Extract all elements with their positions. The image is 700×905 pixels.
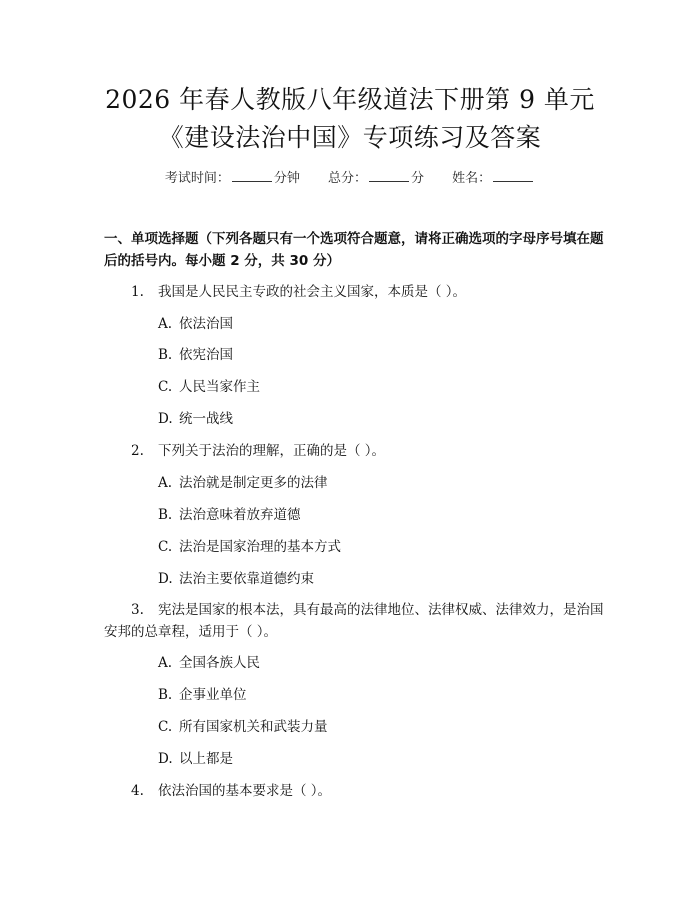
option-text: 以上都是	[179, 751, 233, 767]
option-text: 法治意味着放弃道德	[179, 507, 301, 523]
question-number: 3.	[131, 602, 144, 618]
option-text: 依法治国	[179, 316, 233, 332]
option-letter: B.	[158, 347, 173, 363]
q3-option-a	[158, 652, 260, 674]
question-number: 2.	[131, 443, 144, 459]
q3-option-c	[158, 716, 328, 738]
option-text: 法治是国家治理的基本方式	[179, 539, 341, 555]
exam-score-label: 总分：	[327, 171, 367, 186]
q3-option-d	[158, 748, 233, 770]
exam-time	[165, 171, 300, 186]
option-letter: A.	[158, 475, 173, 491]
section-header: 一、单项选择题（下列各题只有一个选项符合题意，请将正确选项的字母序号填在题后的括号内。每小题 2 分，共 30 分）	[104, 231, 604, 269]
question-number: 1.	[131, 284, 144, 300]
option-letter: B.	[158, 687, 173, 703]
question-number: 4.	[131, 783, 144, 799]
exam-time-blank	[232, 168, 272, 182]
option-letter: A.	[158, 655, 173, 671]
option-text: 统一战线	[179, 411, 233, 427]
option-text: 所有国家机关和武装力量	[179, 719, 328, 735]
question-2	[131, 440, 385, 462]
title-line-1: 2026 年春人教版八年级道法下册第 9 单元	[105, 85, 595, 114]
option-letter: C.	[158, 719, 173, 735]
exam-name-blank	[493, 168, 533, 182]
q1-option-b	[158, 344, 233, 366]
question-text: 我国是人民民主专政的社会主义国家，本质是（ ）。	[158, 284, 467, 300]
option-letter: B.	[158, 507, 173, 523]
option-letter: D.	[158, 411, 173, 427]
question-text: 依法治国的基本要求是（ ）。	[158, 783, 332, 799]
q1-option-d	[158, 408, 233, 430]
exam-info	[0, 168, 700, 189]
option-text: 法治主要依靠道德约束	[179, 571, 314, 587]
question-1	[131, 281, 466, 303]
q2-option-a	[158, 472, 328, 494]
q1-option-a	[158, 313, 233, 335]
option-text: 全国各族人民	[179, 655, 260, 671]
option-letter: C.	[158, 379, 173, 395]
option-text: 法治就是制定更多的法律	[179, 475, 328, 491]
exam-time-label: 考试时间：	[164, 171, 230, 186]
q2-option-c	[158, 536, 341, 558]
option-letter: C.	[158, 539, 173, 555]
question-text: 下列关于法治的理解，正确的是（ ）。	[158, 443, 386, 459]
q3-option-b	[158, 684, 247, 706]
exam-score	[328, 171, 424, 186]
option-text: 企事业单位	[179, 687, 247, 703]
option-letter: D.	[158, 751, 173, 767]
exam-time-unit: 分钟	[273, 171, 300, 186]
question-4	[131, 780, 331, 802]
title-line-2: 《建设法治中国》专项练习及答案	[158, 123, 542, 152]
option-letter: A.	[158, 316, 173, 332]
option-text: 依宪治国	[179, 347, 233, 363]
q1-option-c	[158, 376, 260, 398]
question-text: 宪法是国家的根本法，具有最高的法律地位、法律权威、法律效力，是治国安邦的总章程，适用于（ ）。	[104, 602, 604, 640]
option-text: 人民当家作主	[179, 379, 260, 395]
exam-score-unit: 分	[411, 171, 425, 186]
question-3	[104, 599, 614, 643]
q2-option-d	[158, 568, 314, 590]
option-letter: D.	[158, 571, 173, 587]
exam-score-blank	[369, 168, 409, 182]
exam-name	[452, 171, 535, 186]
q2-option-b	[158, 504, 301, 526]
exam-name-label: 姓名：	[452, 171, 492, 186]
